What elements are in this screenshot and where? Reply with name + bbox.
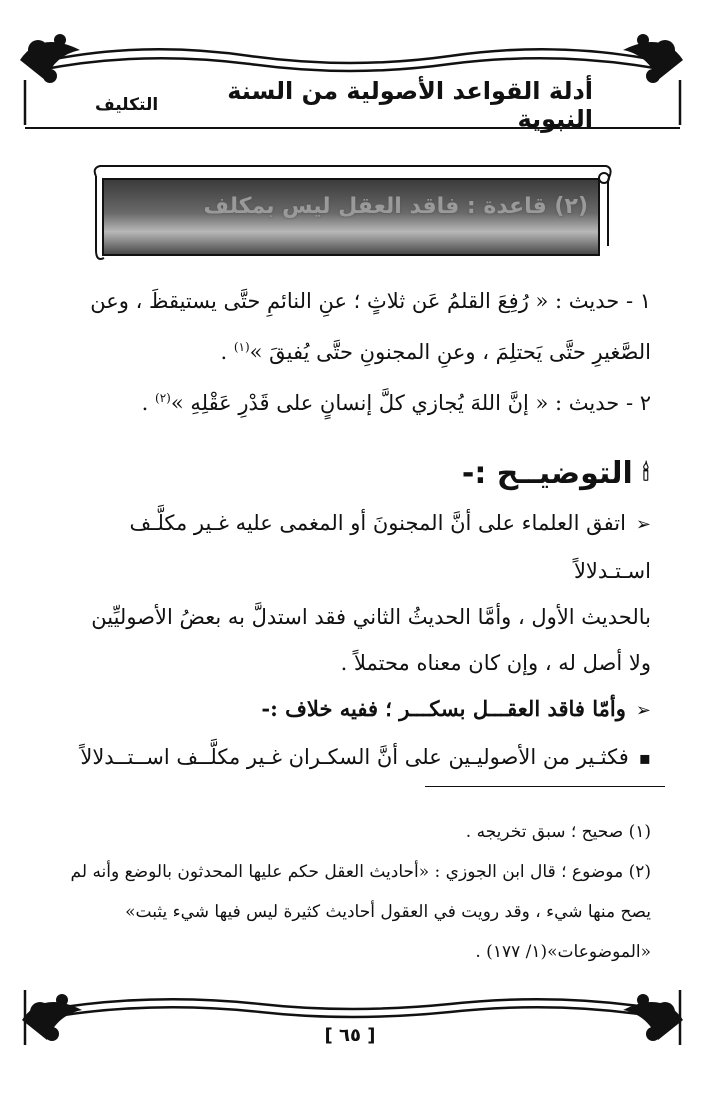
hadith-2-end: . xyxy=(141,391,155,415)
ornament-bottom-left xyxy=(22,994,82,1041)
page-number: [ ٦٥ ] xyxy=(324,1025,376,1046)
running-header xyxy=(95,77,593,133)
arrow-bullet-icon: ➢ xyxy=(635,514,651,535)
book-title: أدلة القواعد الأصولية من السنة النبوية xyxy=(227,77,593,133)
explanation-p1-line-1 xyxy=(55,500,651,594)
p1-line1-text: اتفق العلماء على أنَّ المجنونَ أو المغمى عليه غـير مكلَّـف اسـتـدلالاً xyxy=(129,511,651,583)
explanation-p1-line-3: ولا أصل له ، وإن كان معناه محتملاً . xyxy=(340,651,651,675)
hadith-1-line-1: ١ - حديث : « رُفِعَ القلمُ عَن ثلاثٍ ؛ عنِ النائمِ حتَّى يستيقظَ ، وعن xyxy=(90,289,651,313)
rule-banner xyxy=(92,168,608,258)
footnote-2-line-1: (٢) موضوع ؛ قال ابن الجوزي : «أحاديث العقل حكم عليها المحدثون بالوضع وأنه لم xyxy=(70,862,651,882)
footnote-2-line-3: «الموضوعات»(١/ ١٧٧) . xyxy=(475,942,651,962)
arrow-bullet-icon: ➢ xyxy=(635,700,651,721)
explanation-p3 xyxy=(55,734,651,782)
explanation-p2 xyxy=(55,686,651,734)
p3-text: فكثـير من الأصوليـين على أنَّ السكـران غـير مكلَّــف اســتــدلالاً xyxy=(80,745,629,769)
tawdih-title: التوضيــح :- xyxy=(461,455,633,491)
hadith-1-end: . xyxy=(220,340,234,364)
banner-title: (٢) قاعدة : فاقد العقل ليس بمكلف xyxy=(203,194,588,219)
candle-icon: 🕯 xyxy=(642,460,649,486)
explanation xyxy=(55,500,651,782)
hadith-1-text: الصَّغيرِ حتَّى يَحتلِمَ ، وعنِ المجنونِ حتَّى يُفيقَ » xyxy=(249,340,651,364)
footnote-1: (١) صحيح ؛ سبق تخريجه . xyxy=(465,822,651,842)
section-title: التكليف xyxy=(95,95,159,115)
footnote-ref-2[interactable]: (٢) xyxy=(155,391,171,405)
hadith-2-text: ٢ - حديث : « إنَّ اللهَ يُجازي كلَّ إنسانٍ على قَدْرِ عَقْلِهِ » xyxy=(170,391,651,415)
footnotes xyxy=(50,812,651,972)
explanation-p1-line-2: بالحديث الأول ، وأمَّا الحديثُ الثاني فقد استدلَّ به بعضُ الأصوليِّين xyxy=(91,605,651,629)
footnote-separator xyxy=(425,786,665,787)
tawdih-heading xyxy=(330,448,649,498)
ornament-top-left xyxy=(20,34,80,83)
hadith-1-line-2 xyxy=(50,324,651,375)
hadith-list xyxy=(50,278,651,426)
footnote-2-line-2: يصح منها شيء ، وقد رويت في العقول أحاديث كثيرة ليس فيها شيء يثبت» xyxy=(125,902,651,922)
ornament-top-right xyxy=(623,34,683,83)
square-bullet-icon: ▪ xyxy=(638,748,651,769)
ornament-bottom-right xyxy=(623,994,683,1041)
p2-text: وأمّا فاقد العقـــل بسكـــر ؛ ففيه خلاف :- xyxy=(261,696,626,721)
footnote-ref-1[interactable]: (١) xyxy=(233,340,250,354)
hadith-2 xyxy=(50,375,651,426)
